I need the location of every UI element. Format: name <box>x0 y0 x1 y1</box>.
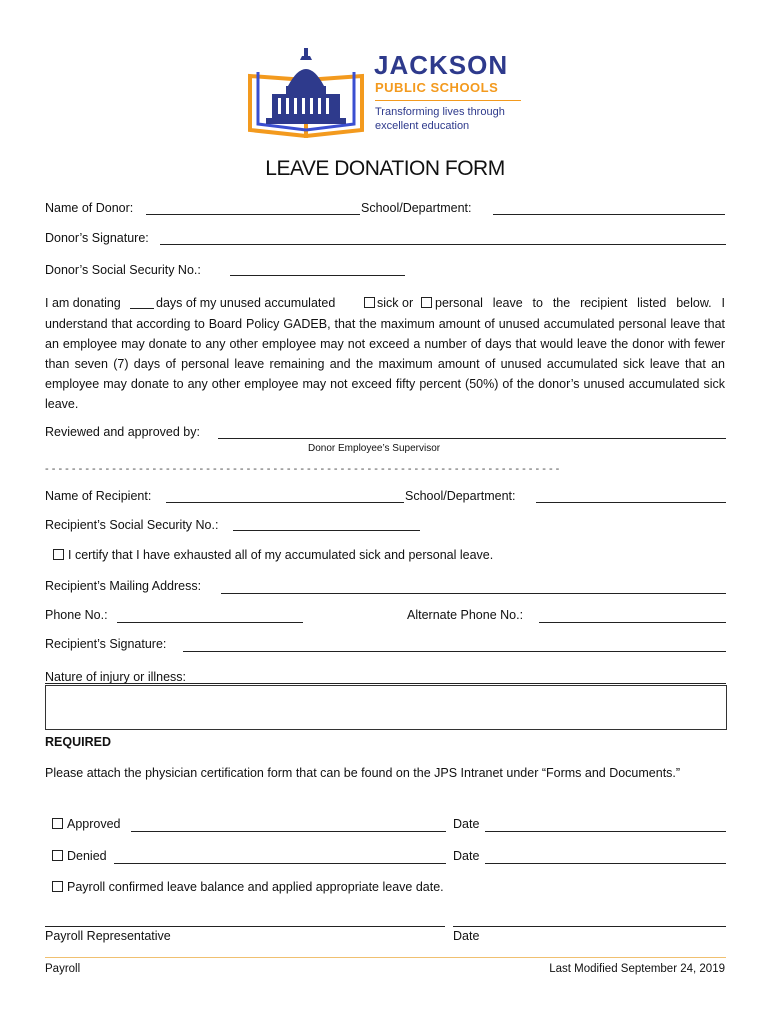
payroll-date-field[interactable] <box>453 926 726 927</box>
reviewed-label: Reviewed and approved by: <box>45 425 200 439</box>
donor-school-label: School/Department: <box>361 201 472 215</box>
sick-leave-checkbox[interactable] <box>364 297 375 308</box>
donor-ssn-field[interactable] <box>230 275 405 276</box>
capitol-building-icon <box>248 46 368 138</box>
page-title: LEAVE DONATION FORM <box>265 157 505 180</box>
sick-label: sick or <box>377 296 414 310</box>
recipient-ssn-field[interactable] <box>233 530 420 531</box>
donating-prefix: I am donating <box>45 296 121 310</box>
required-text: Please attach the physician certification form that can be found on the JPS Intranet under “Forms and Documents.” <box>45 766 681 780</box>
alt-phone-field[interactable] <box>539 622 726 623</box>
payroll-rep-field[interactable] <box>45 926 445 927</box>
supervisor-caption: Donor Employee’s Supervisor <box>308 443 441 454</box>
donating-mid: days of my unused accumulated <box>156 296 336 310</box>
reviewed-field[interactable] <box>218 438 726 439</box>
certify-label: I certify that I have exhausted all of my accumulated sick and personal leave. <box>68 548 494 562</box>
policy-paragraph: understand that according to Board Policy GADEB, that the maximum amount of unused accumulated personal leave that an employee may donate to any other employee may not exceed a number of days that would leave the donor with fewer than seven (7) days of personal leave remaining and the maximum amount of unused accumulated sick leave that an employee may donate to any other employee may not exceed fifty percent (50%) of the donor’s unused accumulated sick leave. <box>45 317 725 411</box>
payroll-date-label: Date <box>453 929 480 943</box>
donor-name-label: Name of Donor: <box>45 201 134 215</box>
recipient-school-field[interactable] <box>536 502 726 503</box>
denied-checkbox[interactable] <box>52 850 63 861</box>
phone-field[interactable] <box>117 622 303 623</box>
payroll-confirm-label: Payroll confirmed leave balance and applied appropriate leave date. <box>67 880 444 894</box>
approved-date-field[interactable] <box>485 831 726 832</box>
recipient-ssn-label: Recipient’s Social Security No.: <box>45 518 219 532</box>
approved-checkbox[interactable] <box>52 818 63 829</box>
approved-label: Approved <box>67 817 121 831</box>
recipient-signature-field[interactable] <box>183 651 726 652</box>
donor-signature-label: Donor’s Signature: <box>45 231 149 245</box>
nature-label: Nature of injury or illness: <box>45 670 187 684</box>
recipient-name-field[interactable] <box>166 502 404 503</box>
alt-phone-label: Alternate Phone No.: <box>407 608 524 622</box>
denied-field[interactable] <box>114 863 446 864</box>
payroll-confirm-checkbox[interactable] <box>52 881 63 892</box>
logo <box>248 46 528 138</box>
denied-date-label: Date <box>453 849 480 863</box>
nature-label-underline <box>45 683 726 684</box>
personal-leave-checkbox[interactable] <box>421 297 432 308</box>
logo-subname: PUBLIC SCHOOLS <box>375 80 499 95</box>
donor-school-field[interactable] <box>493 214 725 215</box>
approved-date-label: Date <box>453 817 480 831</box>
section-divider: - - - - - - - - - - - - - - - - - - - - - - - - - - - - - - - - - - - - - - - - - - - - - - - - - - - - - - - - - - - - - - - - - - - - - - - - - - - - - <box>45 463 560 475</box>
required-heading: REQUIRED <box>45 735 111 749</box>
logo-tagline-1: Transforming lives through <box>375 106 505 118</box>
nature-field[interactable] <box>45 685 727 730</box>
recipient-signature-label: Recipient’s Signature: <box>45 637 167 651</box>
phone-label: Phone No.: <box>45 608 108 622</box>
footer-left: Payroll <box>45 963 81 975</box>
donor-signature-field[interactable] <box>160 244 726 245</box>
certify-checkbox[interactable] <box>53 549 64 560</box>
logo-name: JACKSON <box>374 50 509 80</box>
approved-field[interactable] <box>131 831 446 832</box>
denied-date-field[interactable] <box>485 863 726 864</box>
footer-right: Last Modified September 24, 2019 <box>549 963 725 975</box>
address-label: Recipient’s Mailing Address: <box>45 579 202 593</box>
denied-label: Denied <box>67 849 107 863</box>
recipient-school-label: School/Department: <box>405 489 516 503</box>
donor-ssn-label: Donor’s Social Security No.: <box>45 263 201 277</box>
recipient-name-label: Name of Recipient: <box>45 489 152 503</box>
logo-divider <box>375 100 521 101</box>
footer-divider <box>45 957 726 958</box>
donating-days-field[interactable] <box>130 308 154 309</box>
logo-tagline-2: excellent education <box>375 120 470 132</box>
donor-name-field[interactable] <box>146 214 360 215</box>
payroll-rep-label: Payroll Representative <box>45 929 171 943</box>
personal-label: personal leave to the recipient listed below. I <box>435 296 725 310</box>
address-field[interactable] <box>221 593 726 594</box>
